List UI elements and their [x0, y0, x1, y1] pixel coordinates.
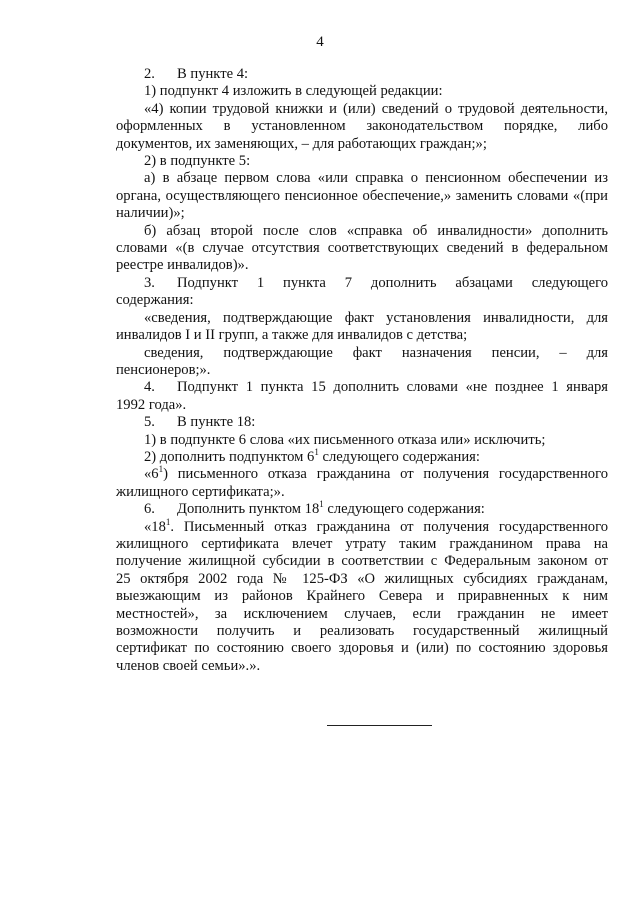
item-number: 2.: [144, 66, 155, 82]
document-body: [116, 66, 608, 675]
page-number: 4: [316, 34, 324, 50]
quote-line: оформленных в установленном законодательством порядке, либо: [116, 118, 608, 135]
paragraph-line: а) в абзаце первом слова «или справка о пенсионном обеспечении из: [144, 170, 608, 187]
item-number: 3.: [144, 274, 155, 291]
item-5-sub-2: 2) дополнить подпунктом $6^1$ следующего содержания:: [144, 447, 480, 465]
paragraph-line: содержания:: [116, 292, 194, 309]
item-2-sub-2: 2) в подпункте 5:: [144, 153, 251, 170]
paragraph-line: наличии)»;: [116, 205, 185, 222]
quote-line: 25 октября 2002 года № 125-ФЗ «О жилищных субсидиях гражданам,: [116, 570, 608, 587]
quote-line: жилищного сертификата;».: [116, 483, 285, 500]
quote-line: выезжающим из районов Крайнего Севера и приравненных к ним: [116, 588, 608, 605]
paragraph-line: органа, осуществляющего пенсионное обеспечение,» заменить словами «(при: [116, 187, 608, 204]
item-number: 6.: [144, 501, 155, 518]
quote-line: «сведения, подтверждающие факт установления инвалидности, для: [144, 309, 608, 326]
quote-line: «$18^1$. Письменный отказ гражданина от получения государственного: [144, 516, 608, 535]
quote-line: документов, их заменяющих, – для работающих граждан;»;: [116, 135, 487, 152]
paragraph-line: 1992 года».: [116, 396, 187, 413]
quote-line: возможности получить и реализовать государственный жилищный: [116, 623, 608, 639]
quote-line: сведения, подтверждающие факт назначения пенсии, – для: [144, 344, 608, 361]
quote-line: местностей», за исключением случаев, если гражданин не имеет: [116, 605, 608, 622]
item-number: 5.: [144, 414, 155, 431]
quote-line: жилищного сертификата влечет утрату таким гражданином права на: [116, 535, 608, 552]
item-6-heading: 6. Дополнить пунктом $18^1$ следующего содержания:: [144, 499, 485, 518]
quote-line: «4) копии трудовой книжки и (или) сведений о трудовой деятельности,: [144, 100, 608, 117]
item-4-heading: 4. Подпункт 1 пункта 15 дополнить словами «не позднее 1 января: [144, 379, 608, 396]
item-number: 4.: [144, 379, 155, 396]
quote-line: инвалидов I и II групп, а также для инвалидов с детства;: [116, 327, 468, 344]
item-2-heading: 2. В пункте 4:: [144, 66, 249, 82]
quote-line: «$6^1$) письменного отказа гражданина от получения государственного: [144, 464, 608, 483]
item-5-sub-1: 1) в подпункте 6 слова «их письменного отказа или» исключить;: [144, 431, 546, 448]
item-5-heading: 5. В пункте 18:: [144, 414, 256, 431]
quote-line: членов своей семьи».».: [116, 657, 261, 674]
item-3-heading: 3. Подпункт 1 пункта 7 дополнить абзацами следующего: [144, 274, 608, 291]
item-2-sub-1: 1) подпункт 4 изложить в следующей редакции:: [144, 83, 443, 100]
quote-line: сертификат по состоянию своего здоровья и (или) по состоянию здоровья: [116, 640, 608, 657]
paragraph-line: б) абзац второй после слов «справка об инвалидности» дополнить: [144, 222, 608, 239]
paragraph-line: реестре инвалидов)».: [116, 257, 249, 274]
end-separator-line: [327, 725, 432, 726]
paragraph-line: словами «(в случае отсутствия соответствующих сведений в федеральном: [116, 240, 608, 257]
quote-line: пенсионеров;».: [116, 361, 211, 378]
quote-line: получение жилищной субсидии в соответствии с Федеральным законом от: [116, 553, 608, 570]
